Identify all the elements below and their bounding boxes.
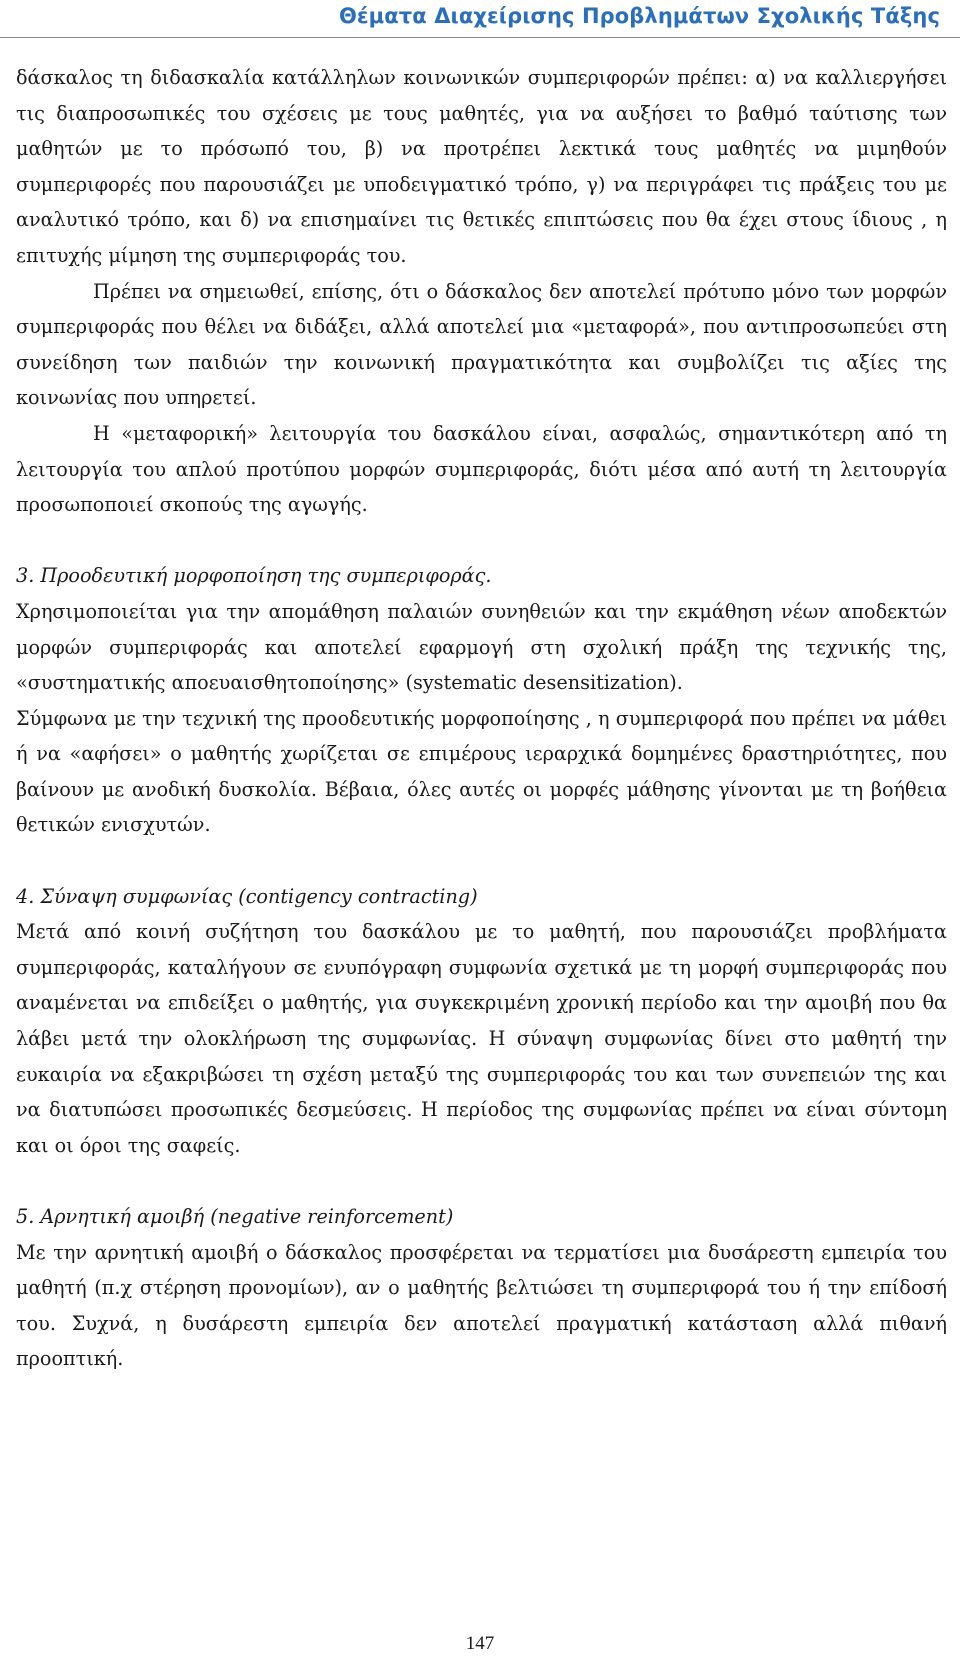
page-number: 147 (465, 1633, 495, 1654)
section-3-paragraph-1: Χρησιμοποιείται για την απομάθηση παλαιών συνηθειών και την εκμάθηση νέων αποδεκτών μορφών συμπεριφοράς και αποτελεί εφαρμογή στη σχολική πράξη της τεχνικής της, «συστηματικής αποευαισθητοποίησης» (systematic desensitization). (16, 599, 947, 695)
spacer (16, 843, 947, 879)
paragraph-teacher-metaphor: Πρέπει να σημειωθεί, επίσης, ότι ο δάσκαλος δεν αποτελεί πρότυπο μόνο των μορφών συμπεριφοράς που θέλει να διδάξει, αλλά αποτελεί μια «μεταφορά», που αντιπροσωπεύει στη συνείδηση των παιδιών την κοινωνική πραγματικότητα και συμβολίζει τις αξίες της κοινωνίας που υπηρετεί. (16, 279, 947, 410)
section-4-heading: 4. Σύναψη συμφωνίας (contigency contracting) (16, 884, 478, 908)
paragraph-continued: δάσκαλος τη διδασκαλία κατάλληλων κοινωνικών συμπεριφορών πρέπει: α) να καλλιεργήσει τις διαπροσωπικές του σχέσεις με τους μαθητές, για να αυξήσει το βαθμό ταύτισης των μαθητών με το πρόσωπό του, β) να προτρέπει λεκτικά τους μαθητές να μιμηθούν συμπεριφορές που παρουσιάζει με υποδειγματικό τρόπο, γ) να περιγράφει τις πράξεις του με αναλυτικό τρόπο, και δ) να επισημαίνει τις θετικές επιπτώσεις που θα έχει στους ίδιους , η επιτυχής μίμηση της συμπεριφοράς του. (16, 66, 947, 267)
paragraph-metaphorical-function: Η «μεταφορική» λειτουργία του δασκάλου είναι, ασφαλώς, σημαντικότερη από τη λειτουργία του απλού προτύπου μορφών συμπεριφοράς, διότι μέσα από αυτή τη λειτουργία προσωποποιεί σκοπούς της αγωγής. (16, 421, 947, 517)
spacer (16, 523, 947, 559)
spacer (16, 1163, 947, 1199)
section-5-heading: 5. Αρνητική αμοιβή (negative reinforcement) (16, 1205, 454, 1228)
section-5-paragraph: Με την αρνητική αμοιβή ο δάσκαλος προσφέρεται να τερματίσει μια δυσάρεστη εμπειρία του μαθητή (π.χ στέρηση προνομίων), αν ο μαθητής βελτιώσει τη συμπεριφορά του ή την επίδοσή του. Συχνά, η δυσάρεστη εμπειρία δεν αποτελεί πραγματική κατάσταση αλλά πιθανή προοπτική. (16, 1240, 947, 1371)
page-header (0, 0, 960, 38)
section-3-paragraph-2: Σύμφωνα με την τεχνική της προοδευτικής μορφοποίησης , η συμπεριφορά που πρέπει να μάθει ή να «αφήσει» ο μαθητής χωρίζεται σε επιμέρους ιεραρχικά δομημένες δραστηριότητες, που βαίνουν με ανοδική δυσκολία. Βέβαια, όλες αυτές οι μορφές μάθησης γίνονται με τη βοήθεια θετικών ενισχυτών. (16, 706, 947, 837)
running-title: Θέματα Διαχείρισης Προβλημάτων Σχολικής Τάξης (338, 4, 940, 28)
section-3-heading: 3. Προοδευτική μορφοποίηση της συμπεριφοράς. (16, 564, 492, 588)
section-4-paragraph: Μετά από κοινή συζήτηση του δασκάλου με το μαθητή, που παρουσιάζει προβλήματα συμπεριφοράς, καταλήγουν σε ενυπόγραφη συμφωνία σχετικά με τη μορφή συμπεριφοράς που αναμένεται να επιδείξει ο μαθητής, για συγκεκριμένη χρονική περίοδο και την αμοιβή που θα λάβει μετά την ολοκλήρωση της συμφωνίας. Η σύναψη συμφωνίας δίνει στο μαθητή την ευκαιρία να εξακριβώσει τη σχέση μεταξύ της συμπεριφοράς του και των συνεπειών της και να διατυπώσει προσωπικές δεσμεύσεις. Η περίοδος της συμφωνίας πρέπει να είναι σύντομη και οι όροι της σαφείς. (16, 920, 947, 1157)
page-body (16, 60, 947, 1377)
